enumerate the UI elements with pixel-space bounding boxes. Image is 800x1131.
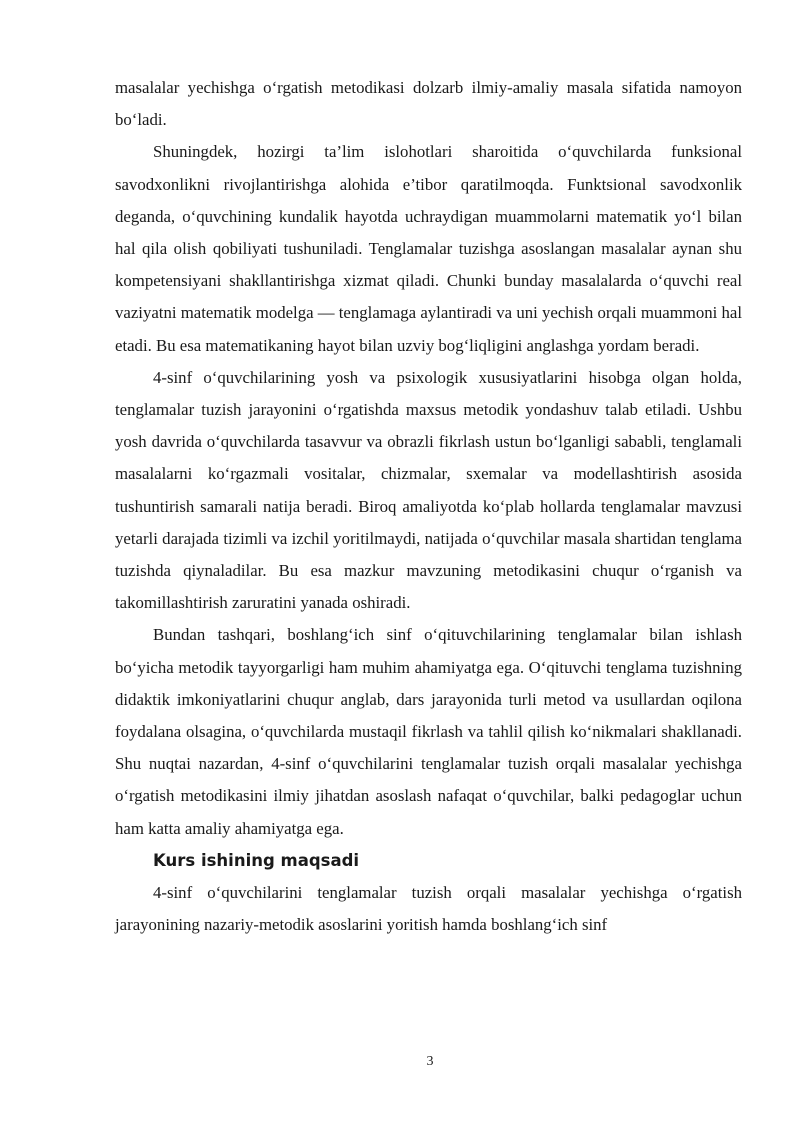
section-heading: Kurs ishining maqsadi <box>153 850 360 870</box>
paragraph-functional-literacy: Shuningdek, hozirgi ta’lim islohotlari sharoitida o‘quvchilarda funksional savodxonlikni rivojlantirishga alohida e’tibor qaratilmoqda. Funktsional savodxonlik deganda, o‘quvchining kundalik hayotda uchraydigan muammolarni matematik yo‘l bilan hal qila olish qobiliyati tushuniladi. Tenglamalar tuzishga asoslangan masalalar aynan shu kompetensiyani shakllantirishga xizmat qiladi. Chunki bunday masalalarda o‘quvchi real vaziyatni matematik modelga — tenglamaga aylantiradi va uni yechish orqali muammoni hal etadi. Bu esa matematikaning hayot bilan uzviy bog‘liqligini anglashga yordam beradi. <box>115 142 742 355</box>
paragraph-goal: 4-sinf o‘quvchilarini tenglamalar tuzish orqali masalalar yechishga o‘rgatish jarayonining nazariy-metodik asoslarini yoritish hamda boshlang‘ich sinf <box>115 882 742 935</box>
page-number: 3 <box>426 1054 434 1069</box>
page-body <box>115 72 742 941</box>
paragraph-age-features: 4-sinf o‘quvchilarining yosh va psixologik xususiyatlarini hisobga olgan holda, tenglamalar tuzish jarayonini o‘rgatishda maxsus metodik yondashuv talab etiladi. Ushbu yosh davrida o‘quvchilarda tasavvur va obrazli fikrlash ustun bo‘lganligi sababli, tenglamali masalalarni ko‘rgazmali vositalar, chizmalar, sxemalar va modellashtirish asosida tushuntirish samarali natija beradi. Biroq amaliyotda ko‘plab hollarda tenglamalar mavzusi yetarli darajada tizimli va izchil yoritilmaydi, natijada o‘quvchilar masala shartidan tenglama tuzishda qiynaladilar. Bu esa mazkur mavzuning metodikasini chuqur o‘rganish va takomillashtirish zaruratini yanada oshiradi. <box>115 367 742 613</box>
paragraph-teacher-preparation: Bundan tashqari, boshlang‘ich sinf o‘qituvchilarining tenglamalar bilan ishlash bo‘yicha metodik tayyorgarligi ham muhim ahamiyatga ega. O‘qituvchi tenglama tuzishning didaktik imkoniyatlarini chuqur anglab, dars jarayonida turli metod va usullardan oqilona foydalana olsagina, o‘quvchilarda mustaqil fikrlash va tahlil qilish ko‘nikmalari shakllanadi. Shu nuqtai nazardan, 4-sinf o‘quvchilarini tenglamalar tuzish orqali masalalar yechishga o‘rgatish metodikasini ilmiy jihatdan asoslash nafaqat o‘quvchilar, balki pedagoglar uchun ham katta amaliy ahamiyatga ega. <box>115 625 742 838</box>
paragraph-continuation: masalalar yechishga o‘rgatish metodikasi dolzarb ilmiy-amaliy masala sifatida namoyon bo‘ladi. <box>115 78 742 130</box>
